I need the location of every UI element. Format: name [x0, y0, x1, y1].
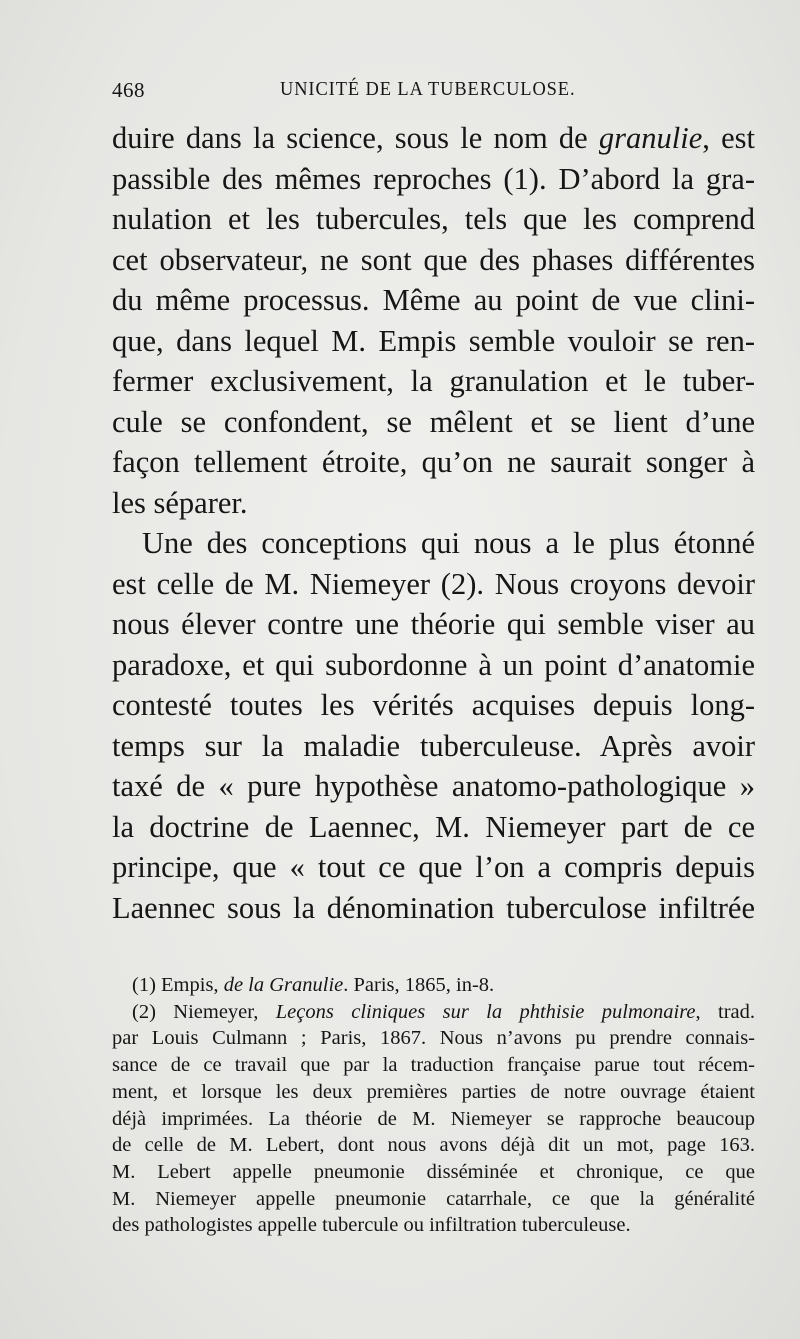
text-line: ment, et lorsque les deux premières parties de notre ouvrage étaient [112, 1080, 755, 1103]
text-line: temps sur la maladie tuberculeuse. Après avoir [112, 728, 755, 763]
footnote-1 [112, 972, 755, 999]
text-line: nulation et les tubercules, tels que les comprend [112, 202, 755, 236]
text-line: Une des conceptions qui nous a le plus étonné [142, 526, 755, 560]
text-line: par Louis Culmann ; Paris, 1867. Nous n’avons pu prendre connais- [112, 1027, 755, 1050]
body-text [112, 118, 755, 928]
text-line: des pathologistes appelle tubercule ou infiltration tuberculeuse. [112, 1214, 631, 1237]
text-line: cule se confondent, se mêlent et se lient d’une [112, 404, 755, 439]
text-line: paradoxe, et qui subordonne à un point d’anatomie [112, 647, 755, 682]
text-line: déjà imprimées. La théorie de M. Niemeyer se rapproche beaucoup [112, 1107, 755, 1130]
paragraph-2 [112, 523, 755, 928]
text-line: du même processus. Même au point de vue clini- [112, 283, 755, 317]
footnote-title: de la Granulie [223, 974, 344, 996]
text-line: nous élever contre une théorie qui semble viser au [112, 607, 755, 641]
text-line: M. Lebert appelle pneumonie disséminée et chronique, ce que [112, 1160, 755, 1183]
text-line: est celle de M. Niemeyer (2). Nous croyons devoir [112, 566, 755, 601]
text-line: (2) Niemeyer, Leçons cliniques sur la phthisie pulmonaire, trad. [132, 1000, 756, 1023]
text-line: que, dans lequel M. Empis semble vouloir se ren- [112, 323, 755, 358]
footnote-2 [112, 999, 755, 1239]
text-line: (1) Empis, de la Granulie. Paris, 1865, in-8. [132, 974, 495, 996]
paragraph-1 [112, 118, 755, 523]
text-line: M. Niemeyer appelle pneumonie catarrhale, ce que la généralité [112, 1187, 755, 1210]
text-line: passible des mêmes reproches (1). D’abord la gra- [112, 161, 755, 196]
text-line: fermer exclusivement, la granulation et le tuber- [112, 364, 755, 398]
text-line: cet observateur, ne sont que des phases différentes [112, 242, 755, 277]
text-line: la doctrine de Laennec, M. Niemeyer part de ce [112, 809, 755, 844]
text-line: duire dans la science, sous le nom de granulie, est [112, 121, 755, 155]
text-line: les séparer. [112, 485, 248, 520]
text-line: de celle de M. Lebert, dont nous avons déjà dit un mot, page 163. [112, 1134, 755, 1157]
running-head [112, 78, 752, 104]
text-line: contesté toutes les vérités acquises depuis long- [112, 688, 755, 722]
text-line: taxé de « pure hypothèse anatomo-pathologique » [112, 769, 755, 803]
page-number: 468 [112, 78, 145, 102]
text-line: principe, que « tout ce que l’on a compris depuis [112, 850, 755, 884]
text-line: Laennec sous la dénomination tuberculose infiltrée [112, 890, 755, 925]
footnote-title: Leçons cliniques sur la phthisie pulmonaire [275, 1000, 696, 1023]
running-title: UNICITÉ DE LA TUBERCULOSE. [280, 78, 576, 100]
text-line: sance de ce travail que par la traduction française parue tout récem- [112, 1054, 755, 1077]
footnotes [112, 972, 755, 1239]
italic-term: granulie [598, 121, 703, 155]
text-line: façon tellement étroite, qu’on ne saurait songer à [112, 445, 755, 479]
